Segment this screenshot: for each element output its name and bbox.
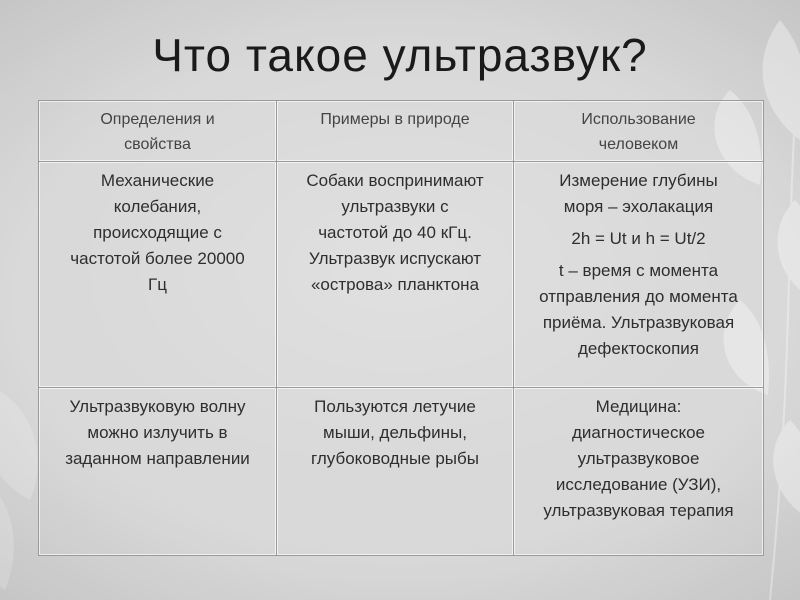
cell-line: моря – эхолакация — [563, 197, 714, 216]
cell-line: Использование — [581, 111, 696, 128]
cell-line: частотой более 20000 — [70, 249, 245, 268]
cell-line: свойства — [124, 136, 191, 153]
slide-title: Что такое ультразвук? — [152, 29, 648, 81]
info-table — [38, 100, 764, 556]
cell-line: дефектоскопия — [578, 339, 699, 358]
table-cell-nature — [277, 388, 514, 556]
cell-line: Ультразвуковую волну — [69, 397, 246, 416]
cell-line: Механические — [100, 171, 215, 190]
cell-line: происходящие с — [93, 223, 222, 242]
cell-line: можно излучить в — [87, 423, 228, 442]
table-header-row — [39, 101, 764, 162]
cell-line: исследование (УЗИ), — [555, 475, 722, 494]
cell-line: отправления до момента — [539, 287, 738, 306]
cell-line: Медицина: — [595, 397, 682, 416]
cell-line: Собаки воспринимают — [306, 171, 484, 190]
cell-line: мыши, дельфины, — [323, 423, 467, 442]
cell-line: «острова» планктона — [310, 275, 480, 294]
header-definitions — [39, 101, 277, 162]
formula-line: 2h = Ut и h = Ut/2 — [571, 229, 706, 248]
cell-line: человеком — [598, 136, 679, 153]
cell-line: Примеры в природе — [320, 111, 470, 128]
cell-line: Гц — [148, 275, 167, 294]
cell-line: ультразвуковое — [577, 449, 700, 468]
header-human-use — [514, 101, 764, 162]
cell-line: глубоководные рыбы — [311, 449, 479, 468]
table-cell-human-use — [514, 388, 764, 556]
table-row — [39, 388, 764, 556]
cell-line: приёма. Ультразвуковая — [542, 313, 735, 332]
cell-line: диагностическое — [571, 423, 706, 442]
cell-line: Определения и — [100, 111, 215, 128]
table-cell-nature — [277, 162, 514, 388]
header-nature-examples — [277, 101, 514, 162]
cell-line: заданном направлении — [65, 449, 250, 468]
cell-line: ультразвуки с — [341, 197, 449, 216]
cell-line: t – время с момента — [558, 261, 719, 280]
table-cell-definition — [39, 388, 277, 556]
cell-line: частотой до 40 кГц. — [318, 223, 472, 242]
cell-line: Измерение глубины — [559, 171, 718, 190]
cell-line: ультразвуковая терапия — [543, 501, 734, 520]
cell-line: Ультразвук испускают — [308, 249, 482, 268]
cell-line: Пользуются летучие — [314, 397, 476, 416]
cell-line: колебания, — [113, 197, 202, 216]
table-cell-definition — [39, 162, 277, 388]
table-row — [39, 162, 764, 388]
table-cell-human-use — [514, 162, 764, 388]
